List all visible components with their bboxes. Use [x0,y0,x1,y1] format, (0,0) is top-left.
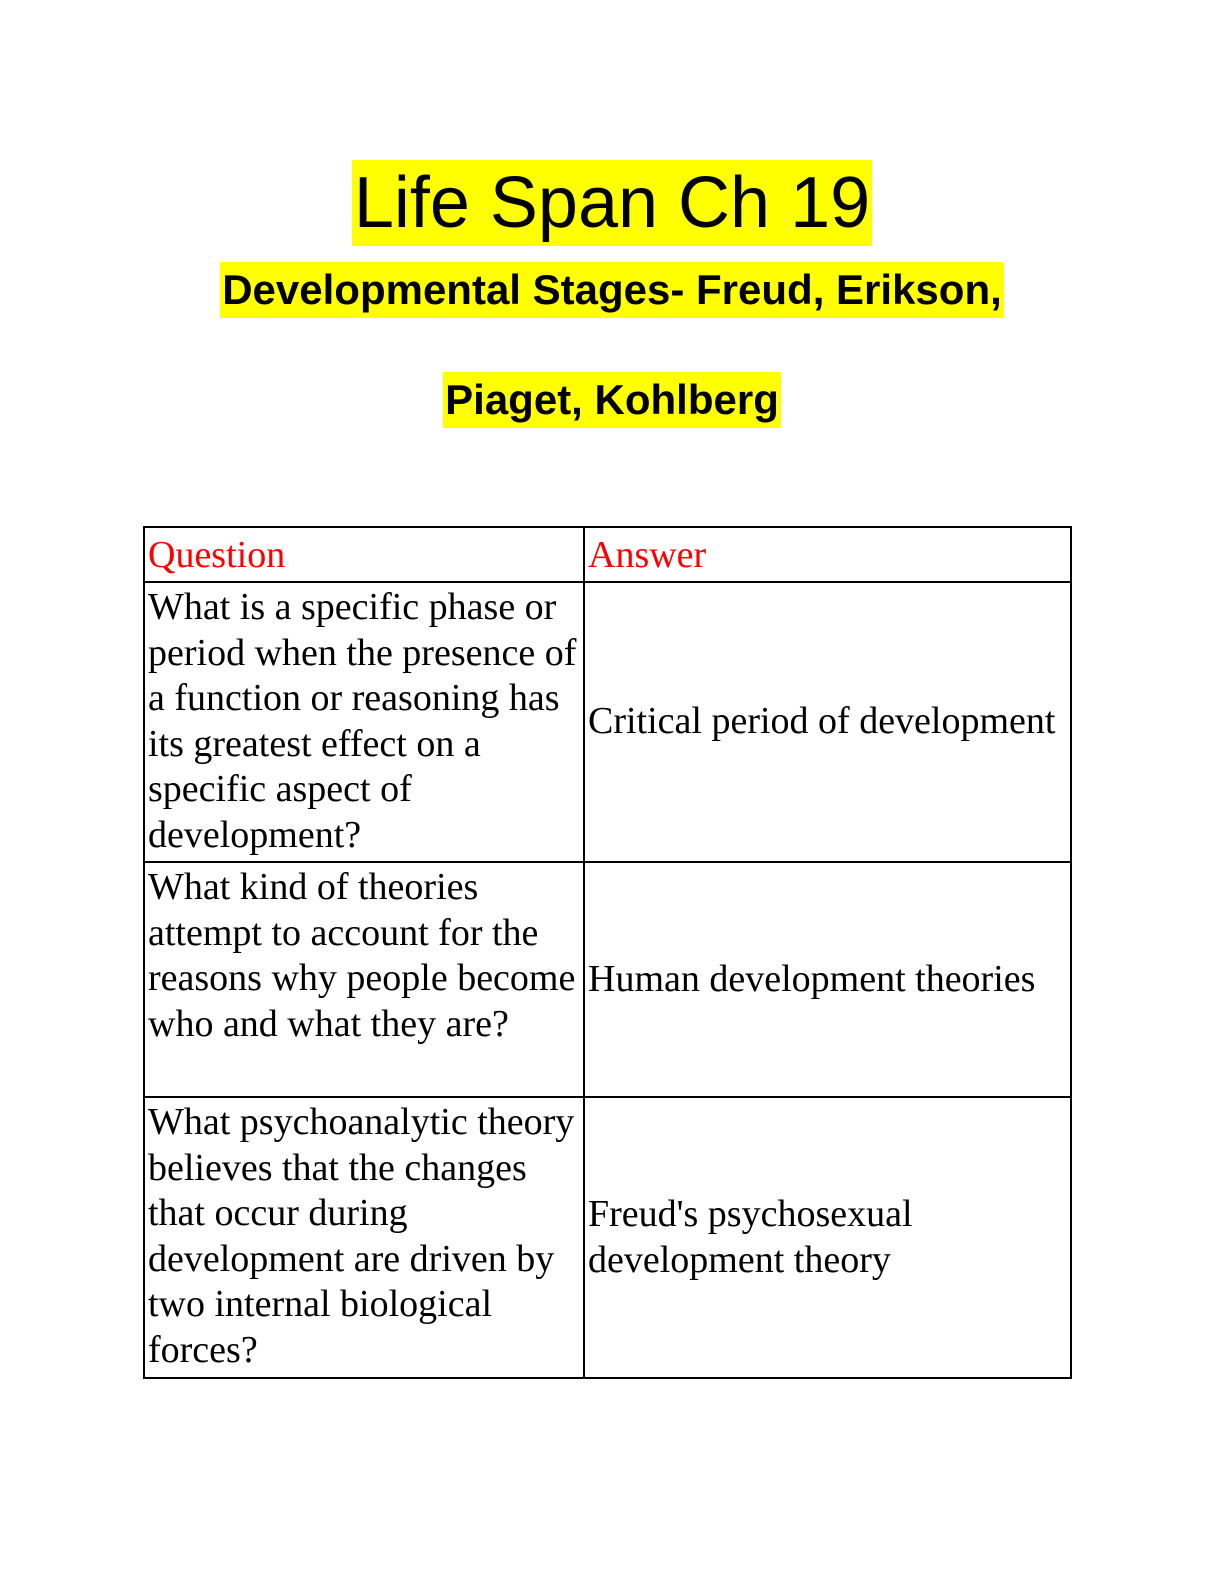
table-header-row [144,527,1071,582]
answer-cell: Freud's psychosexual development theory [584,1097,1071,1378]
document-title: Life Span Ch 19 [352,160,872,246]
subtitle-block-line1 [0,262,1224,318]
document-subtitle-line1: Developmental Stages- Freud, Erikson, [220,262,1004,318]
table-row [144,582,1071,862]
question-cell: What kind of theories attempt to account for the reasons why people become who and what they are? [144,862,584,1097]
question-cell: What psychoanalytic theory believes that the changes that occur during development are driven by two internal biological forces? [144,1097,584,1378]
subtitle-block-line2 [0,372,1224,428]
column-header-question: Question [144,527,584,582]
question-cell: What is a specific phase or period when the presence of a function or reasoning has its greatest effect on a specific aspect of development? [144,582,584,862]
answer-cell: Critical period of development [584,582,1071,862]
document-subtitle-line2: Piaget, Kohlberg [443,372,781,428]
answer-cell: Human development theories [584,862,1071,1097]
table-row [144,1097,1071,1378]
title-block [0,160,1224,246]
column-header-answer: Answer [584,527,1071,582]
qa-table [143,526,1072,1379]
table-row [144,862,1071,1097]
